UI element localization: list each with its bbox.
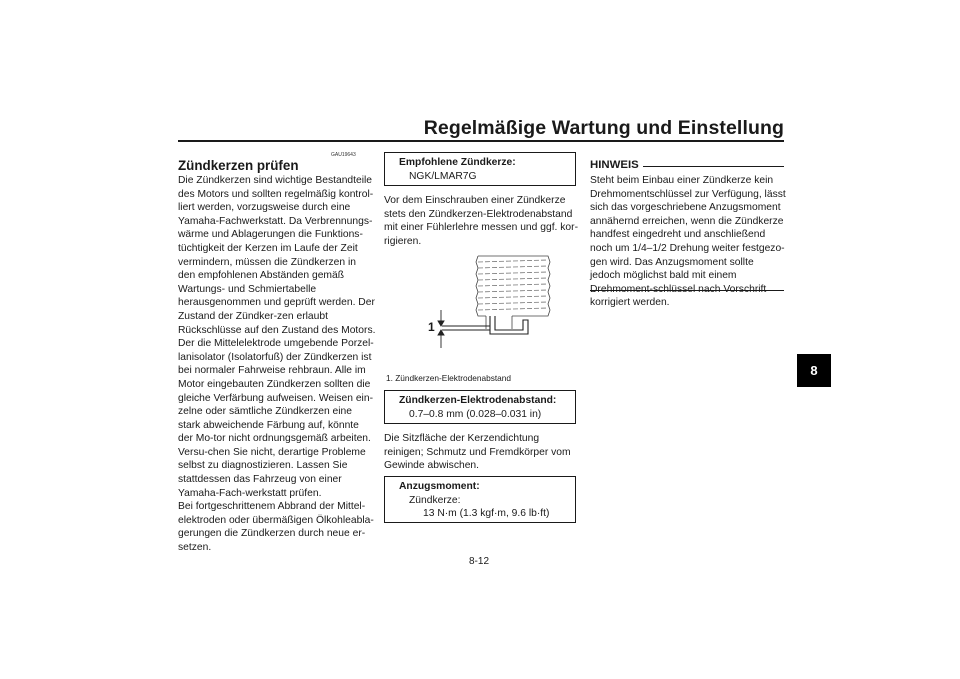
page-title: Regelmäßige Wartung und Einstellung	[423, 117, 784, 139]
notice-title-rule	[643, 166, 784, 167]
spark-plug-illustration	[420, 250, 555, 350]
section-heading: Zündkerzen prüfen	[178, 158, 299, 173]
paragraph-1: Die Zündkerzen sind wichtige Bestandteile des Motors und sollten regelmäßig kontrol-liert werden, vorzugsweise durch eine Yamaha-Fachwerkstatt. Da Verbrennungs-wärme und Ablagerungen die Funktions-tüchtigkeit der Kerzen im Laufe der Zeit vermindern, müssen die Zündkerzen in den empfohlenen Abständen gemäß Wartungs- und Schmiertabelle herausgenommen und geprüft werden. Der Zustand der Zündker-zen erlaubt Rückschlüsse auf den Zustand des Motors.	[178, 175, 376, 336]
cleaning-instructions: Die Sitzfläche der Kerzendichtung reinigen; Schmutz und Fremdkörper vom Gewinde abwischen.	[384, 433, 571, 472]
notice-title: HINWEIS	[590, 159, 639, 171]
paragraph-3: Bei fortgeschrittenem Abbrand der Mittel-elektroden oder übermäßigen Ölkohleabla-gerungen die Zündkerzen durch neue er-setzen.	[178, 501, 374, 554]
torque-sub-label: Zündkerze:	[409, 494, 461, 506]
figure-marker: 1	[428, 320, 435, 334]
spark-plug-figure	[420, 250, 555, 350]
chapter-tab: 8	[797, 354, 831, 387]
spark-plug-label: Empfohlene Zündkerze:	[399, 157, 516, 168]
figure-caption: 1. Zündkerzen-Elektrodenabstand	[386, 373, 511, 383]
notice-end-rule	[590, 290, 784, 291]
page-number: 8-12	[469, 556, 490, 567]
gap-instructions: Vor dem Einschrauben einer Zündkerze stets den Zündkerzen-Elektrodenabstand mit einer Fühlerlehre messen und ggf. kor-rigieren.	[384, 195, 579, 247]
header-rule	[178, 140, 784, 142]
gap-spec-box	[384, 390, 576, 424]
spark-plug-value: NGK/LMAR7G	[409, 170, 477, 182]
notice-text: Steht beim Einbau einer Zündkerze kein Drehmomentschlüssel zur Verfügung, lässt sich das vorgeschriebene Anzugsmoment annähernd erreichen, wenn die Zündkerze handfest eingedreht und anschließend noch um 1/4–1/2 Drehung weiter festgezo-gen wird. Das Anzugsmoment sollte jedoch möglichst bald mit einem korrigiert werden.	[590, 175, 786, 309]
torque-spec-box	[384, 476, 576, 523]
spark-plug-box	[384, 152, 576, 186]
torque-label: Anzugsmoment:	[399, 481, 480, 492]
torque-value: 13 N·m (1.3 kgf·m, 9.6 lb·ft)	[423, 508, 550, 520]
gap-spec-label: Zündkerzen-Elektrodenabstand:	[399, 395, 557, 406]
section-code: GAU19643	[331, 152, 356, 158]
left-column-text	[178, 174, 376, 555]
gap-spec-value: 0.7–0.8 mm (0.028–0.031 in)	[409, 408, 542, 420]
paragraph-2: Der die Mittelelektrode umgebende Porzel-lanisolator (Isolatorfuß) der Zündkerzen ist bei normaler Fahrweise rehbraun. Alle im Motor eingebauten Zündkerzen sollten die gleiche Verfärbung aufweisen. Weisen ein-zelne oder sämtliche Zündkerzen eine stark abweichende Färbung auf, könnte der Mo-tor nicht ordnungsgemäß arbeiten. Versu-chen Sie nicht, derartige Probleme selbst zu diagnostizieren. Lassen Sie stattdessen das Fahrzeug von einer Yamaha-Fach-werkstatt prüfen.	[178, 338, 374, 499]
